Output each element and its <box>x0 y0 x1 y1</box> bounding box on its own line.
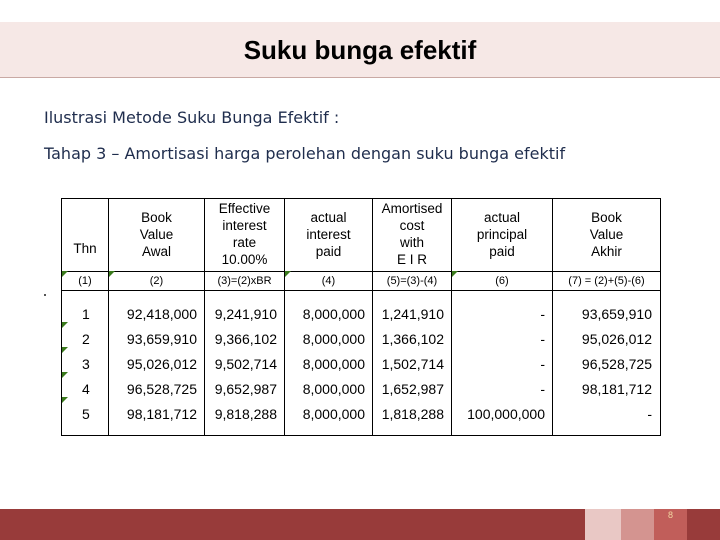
formula-cell: (7) = (2)+(5)-(6) <box>568 275 645 287</box>
year-cell: 3 <box>82 356 90 372</box>
value-cell: 95,026,012 <box>581 331 652 347</box>
value-cell: 1,818,288 <box>381 406 444 422</box>
cell-indicator-icon <box>62 347 68 353</box>
value-cell: - <box>540 381 545 397</box>
step-description: Tahap 3 – Amortisasi harga perolehan dengan suku bunga efektif <box>44 144 566 163</box>
table-row <box>62 402 660 427</box>
year-cell: 4 <box>82 381 90 397</box>
bullet-dot <box>44 294 46 296</box>
slide-subtitle: Ilustrasi Metode Suku Bunga Efektif : <box>44 108 340 127</box>
value-cell: 98,181,712 <box>126 406 197 422</box>
formula-cell: (3)=(2)xBR <box>217 275 272 287</box>
cell-indicator-icon <box>62 397 68 403</box>
header-actual-interest-paid: actual interest paid <box>306 209 351 259</box>
header-effective-interest-rate: Effective interest rate 10.00% <box>218 201 271 267</box>
value-cell: 9,652,987 <box>214 381 277 397</box>
value-cell: 8,000,000 <box>302 406 365 422</box>
value-cell: 98,181,712 <box>581 381 652 397</box>
top-band <box>0 0 720 22</box>
cell-indicator-icon <box>62 372 68 378</box>
cell-indicator-icon <box>285 271 291 277</box>
value-cell: 8,000,000 <box>302 356 365 372</box>
cell-indicator-icon <box>109 271 115 277</box>
header-actual-principal-paid: actual principal paid <box>476 209 528 259</box>
year-cell: 2 <box>82 331 90 347</box>
header-thn <box>62 199 108 269</box>
amortization-table <box>61 198 661 436</box>
formula-cell: (4) <box>321 275 336 287</box>
year-cell: 5 <box>82 406 90 422</box>
value-cell: 93,659,910 <box>126 331 197 347</box>
formula-cell: (2) <box>149 275 164 287</box>
cell-indicator-icon <box>62 271 68 277</box>
value-cell: 8,000,000 <box>302 306 365 322</box>
page-number: 8 <box>667 510 673 520</box>
value-cell: 9,241,910 <box>214 306 277 322</box>
header-amortised-cost: Amortised cost with E I R <box>381 201 443 267</box>
cell-indicator-icon <box>452 271 458 277</box>
cell-indicator-icon <box>62 322 68 328</box>
value-cell: 100,000,000 <box>467 406 545 422</box>
formula-cell: (5)=(3)-(4) <box>386 275 438 287</box>
table-row <box>62 302 660 327</box>
table-row <box>62 352 660 377</box>
value-cell: 92,418,000 <box>126 306 197 322</box>
formula-cell: (6) <box>495 275 509 287</box>
value-cell: 1,652,987 <box>381 381 444 397</box>
value-cell: 96,528,725 <box>581 356 652 372</box>
value-cell: 1,502,714 <box>381 356 444 372</box>
header-label: Thn <box>73 241 97 256</box>
value-cell: - <box>647 406 652 422</box>
value-cell: 8,000,000 <box>302 331 365 347</box>
value-cell: 9,502,714 <box>214 356 277 372</box>
value-cell: 95,026,012 <box>126 356 197 372</box>
slide-title: Suku bunga efektif <box>243 35 477 65</box>
value-cell: 8,000,000 <box>302 381 365 397</box>
value-cell: 1,241,910 <box>381 306 444 322</box>
formula-cell: (1) <box>78 275 92 287</box>
footer-block <box>621 509 654 540</box>
value-cell: 93,659,910 <box>581 306 652 322</box>
value-cell: 1,366,102 <box>381 331 444 347</box>
formula-row <box>62 271 660 291</box>
value-cell: 9,366,102 <box>214 331 277 347</box>
value-cell: 9,818,288 <box>214 406 277 422</box>
value-cell: - <box>540 356 545 372</box>
header-book-value-awal: Book Value Awal <box>139 209 174 259</box>
footer-block <box>585 509 621 540</box>
table-row <box>62 327 660 352</box>
table-row <box>62 377 660 402</box>
value-cell: - <box>540 331 545 347</box>
value-cell: - <box>540 306 545 322</box>
footer-block <box>687 509 720 540</box>
year-cell: 1 <box>82 306 90 322</box>
header-book-value-akhir: Book Value Akhir <box>589 209 624 259</box>
value-cell: 96,528,725 <box>126 381 197 397</box>
